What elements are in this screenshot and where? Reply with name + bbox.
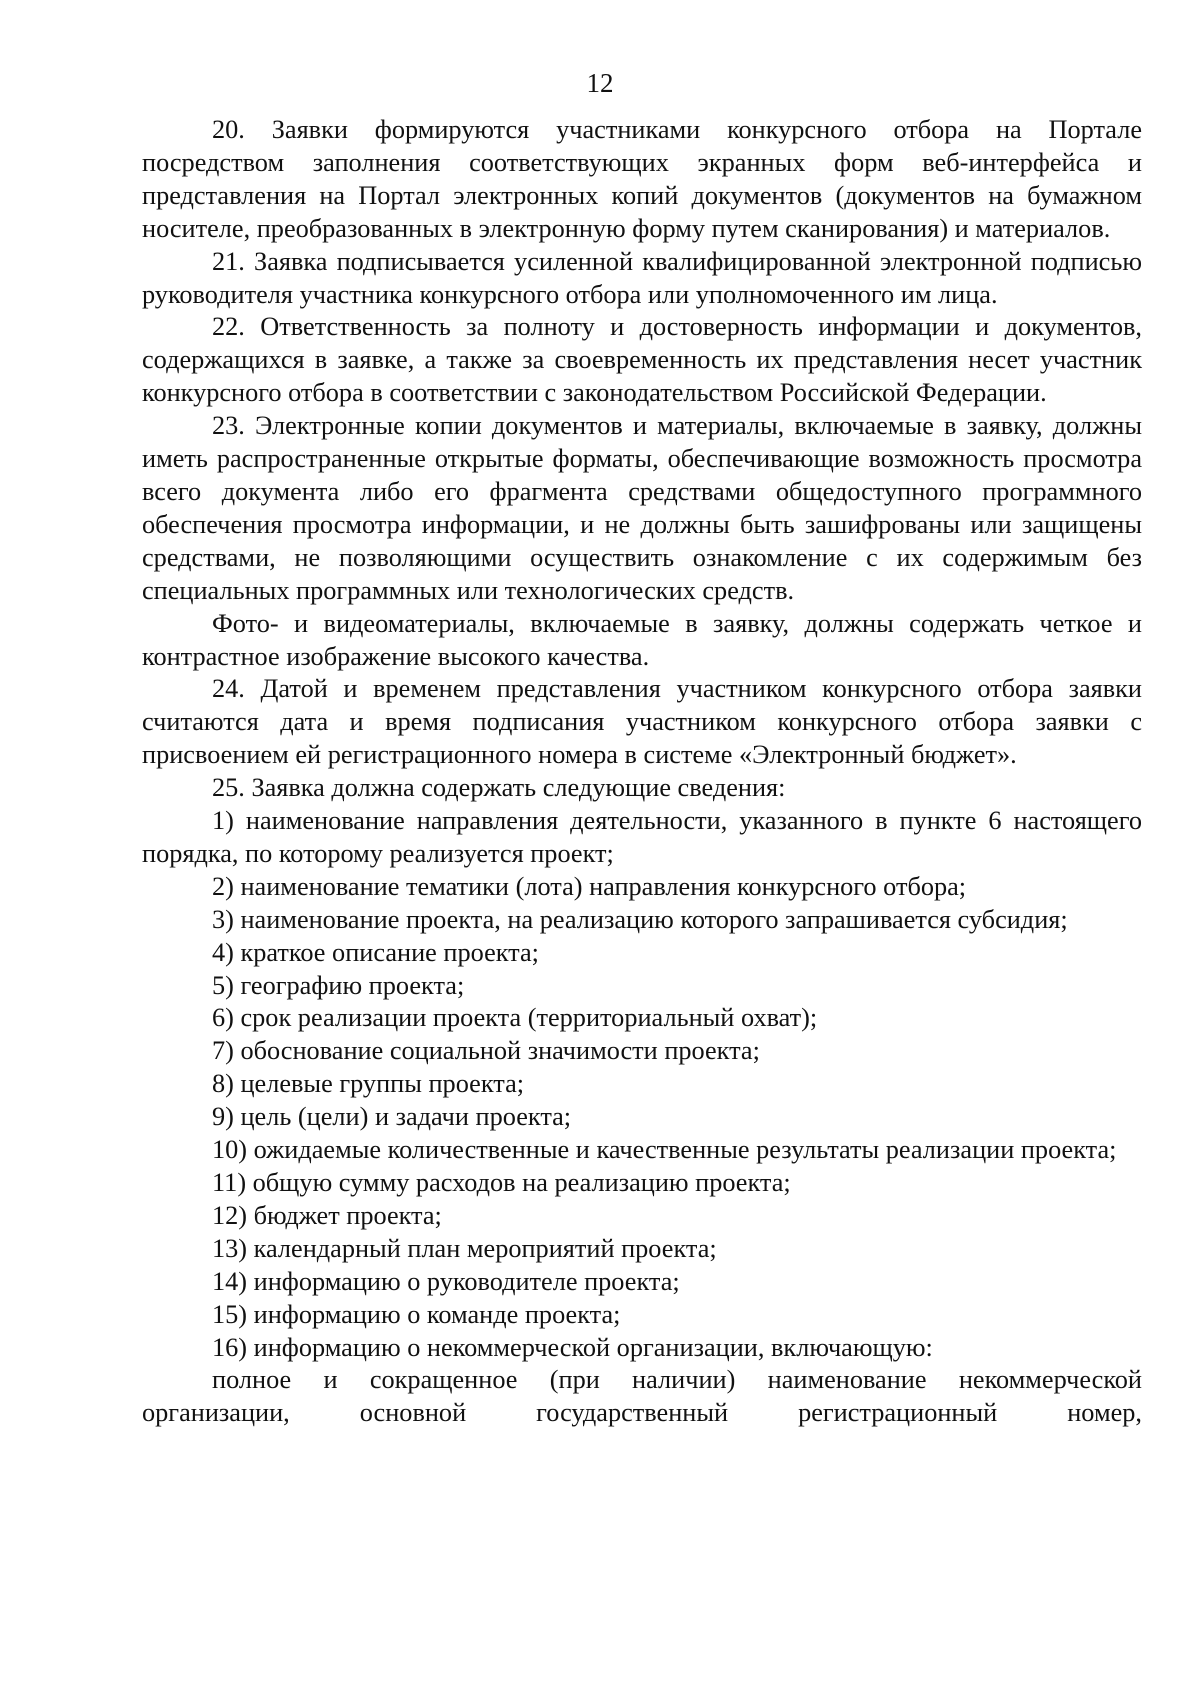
paragraph-25: 25. Заявка должна содержать следующие сведения:: [212, 773, 786, 803]
list-item: 15) информацию о команде проекта;: [212, 1299, 621, 1329]
list-item: 8) целевые группы проекта;: [212, 1069, 525, 1099]
paragraph-tail: полное и сокращенное (при наличии) наименование некоммерческой организации, основной государственный регистрационный номер,: [142, 1365, 1142, 1428]
paragraph-21: 21. Заявка подписывается усиленной квалифицированной электронной подписью руководителя участника конкурсного отбора или уполномоченного им лица.: [142, 246, 1142, 309]
paragraph-20: 20. Заявки формируются участниками конкурсного отбора на Портале посредством заполнения соответствующих экранных форм веб-интерфейса и представления на Портал электронных копий документов (документов на бумажном носителе, преобразованных в электронную форму путем сканирования) и материалов.: [142, 115, 1142, 243]
list-item: 7) обоснование социальной значимости проекта;: [212, 1036, 760, 1066]
list-item: 2) наименование тематики (лота) направления конкурсного отбора;: [212, 871, 967, 901]
list-item: 13) календарный план мероприятий проекта;: [212, 1233, 717, 1263]
list-item: 3) наименование проекта, на реализацию которого запрашивается субсидия;: [212, 904, 1068, 934]
list-item: 16) информацию о некоммерческой организации, включающую:: [212, 1332, 933, 1362]
list-item: 1) наименование направления деятельности, указанного в пункте 6 настоящего порядка, по которому реализуется проект;: [142, 806, 1142, 868]
paragraph-24: 24. Датой и временем представления участником конкурсного отбора заявки считаются дата и время подписания участником конкурсного отбора заявки с присвоением ей регистрационного номера в системе «Электронный бюджет».: [142, 674, 1142, 770]
list-item: 10) ожидаемые количественные и качественные результаты реализации проекта;: [212, 1135, 1117, 1165]
page-number: 12: [586, 68, 614, 98]
document-body: [142, 114, 1142, 1430]
list-item: 11) общую сумму расходов на реализацию проекта;: [212, 1168, 791, 1197]
list-item: 5) географию проекта;: [212, 970, 465, 1000]
paragraph-23: 23. Электронные копии документов и материалы, включаемые в заявку, должны иметь распространенные открытые форматы, обеспечивающие возможность просмотра всего документа либо его фрагмента средствами общедоступного программного обеспечения просмотра информации, и не должны быть зашифрованы или защищены средствами, не позволяющими осуществить ознакомление с их содержимым без специальных программных или технологических средств.: [142, 411, 1142, 605]
list-item: 9) цель (цели) и задачи проекта;: [212, 1102, 572, 1132]
list-item: 12) бюджет проекта;: [212, 1200, 442, 1230]
list-item: 4) краткое описание проекта;: [212, 937, 539, 967]
paragraph-23-media: Фото- и видеоматериалы, включаемые в заявку, должны содержать четкое и контрастное изображение высокого качества.: [142, 608, 1142, 671]
paragraph-22: 22. Ответственность за полноту и достоверность информации и документов, содержащихся в заявке, а также за своевременность их представления несет участник конкурсного отбора в соответствии с законодательством Российской Федерации.: [142, 312, 1142, 408]
list-item: 14) информацию о руководителе проекта;: [212, 1266, 680, 1296]
list-item: 6) срок реализации проекта (территориальный охват);: [212, 1003, 818, 1033]
